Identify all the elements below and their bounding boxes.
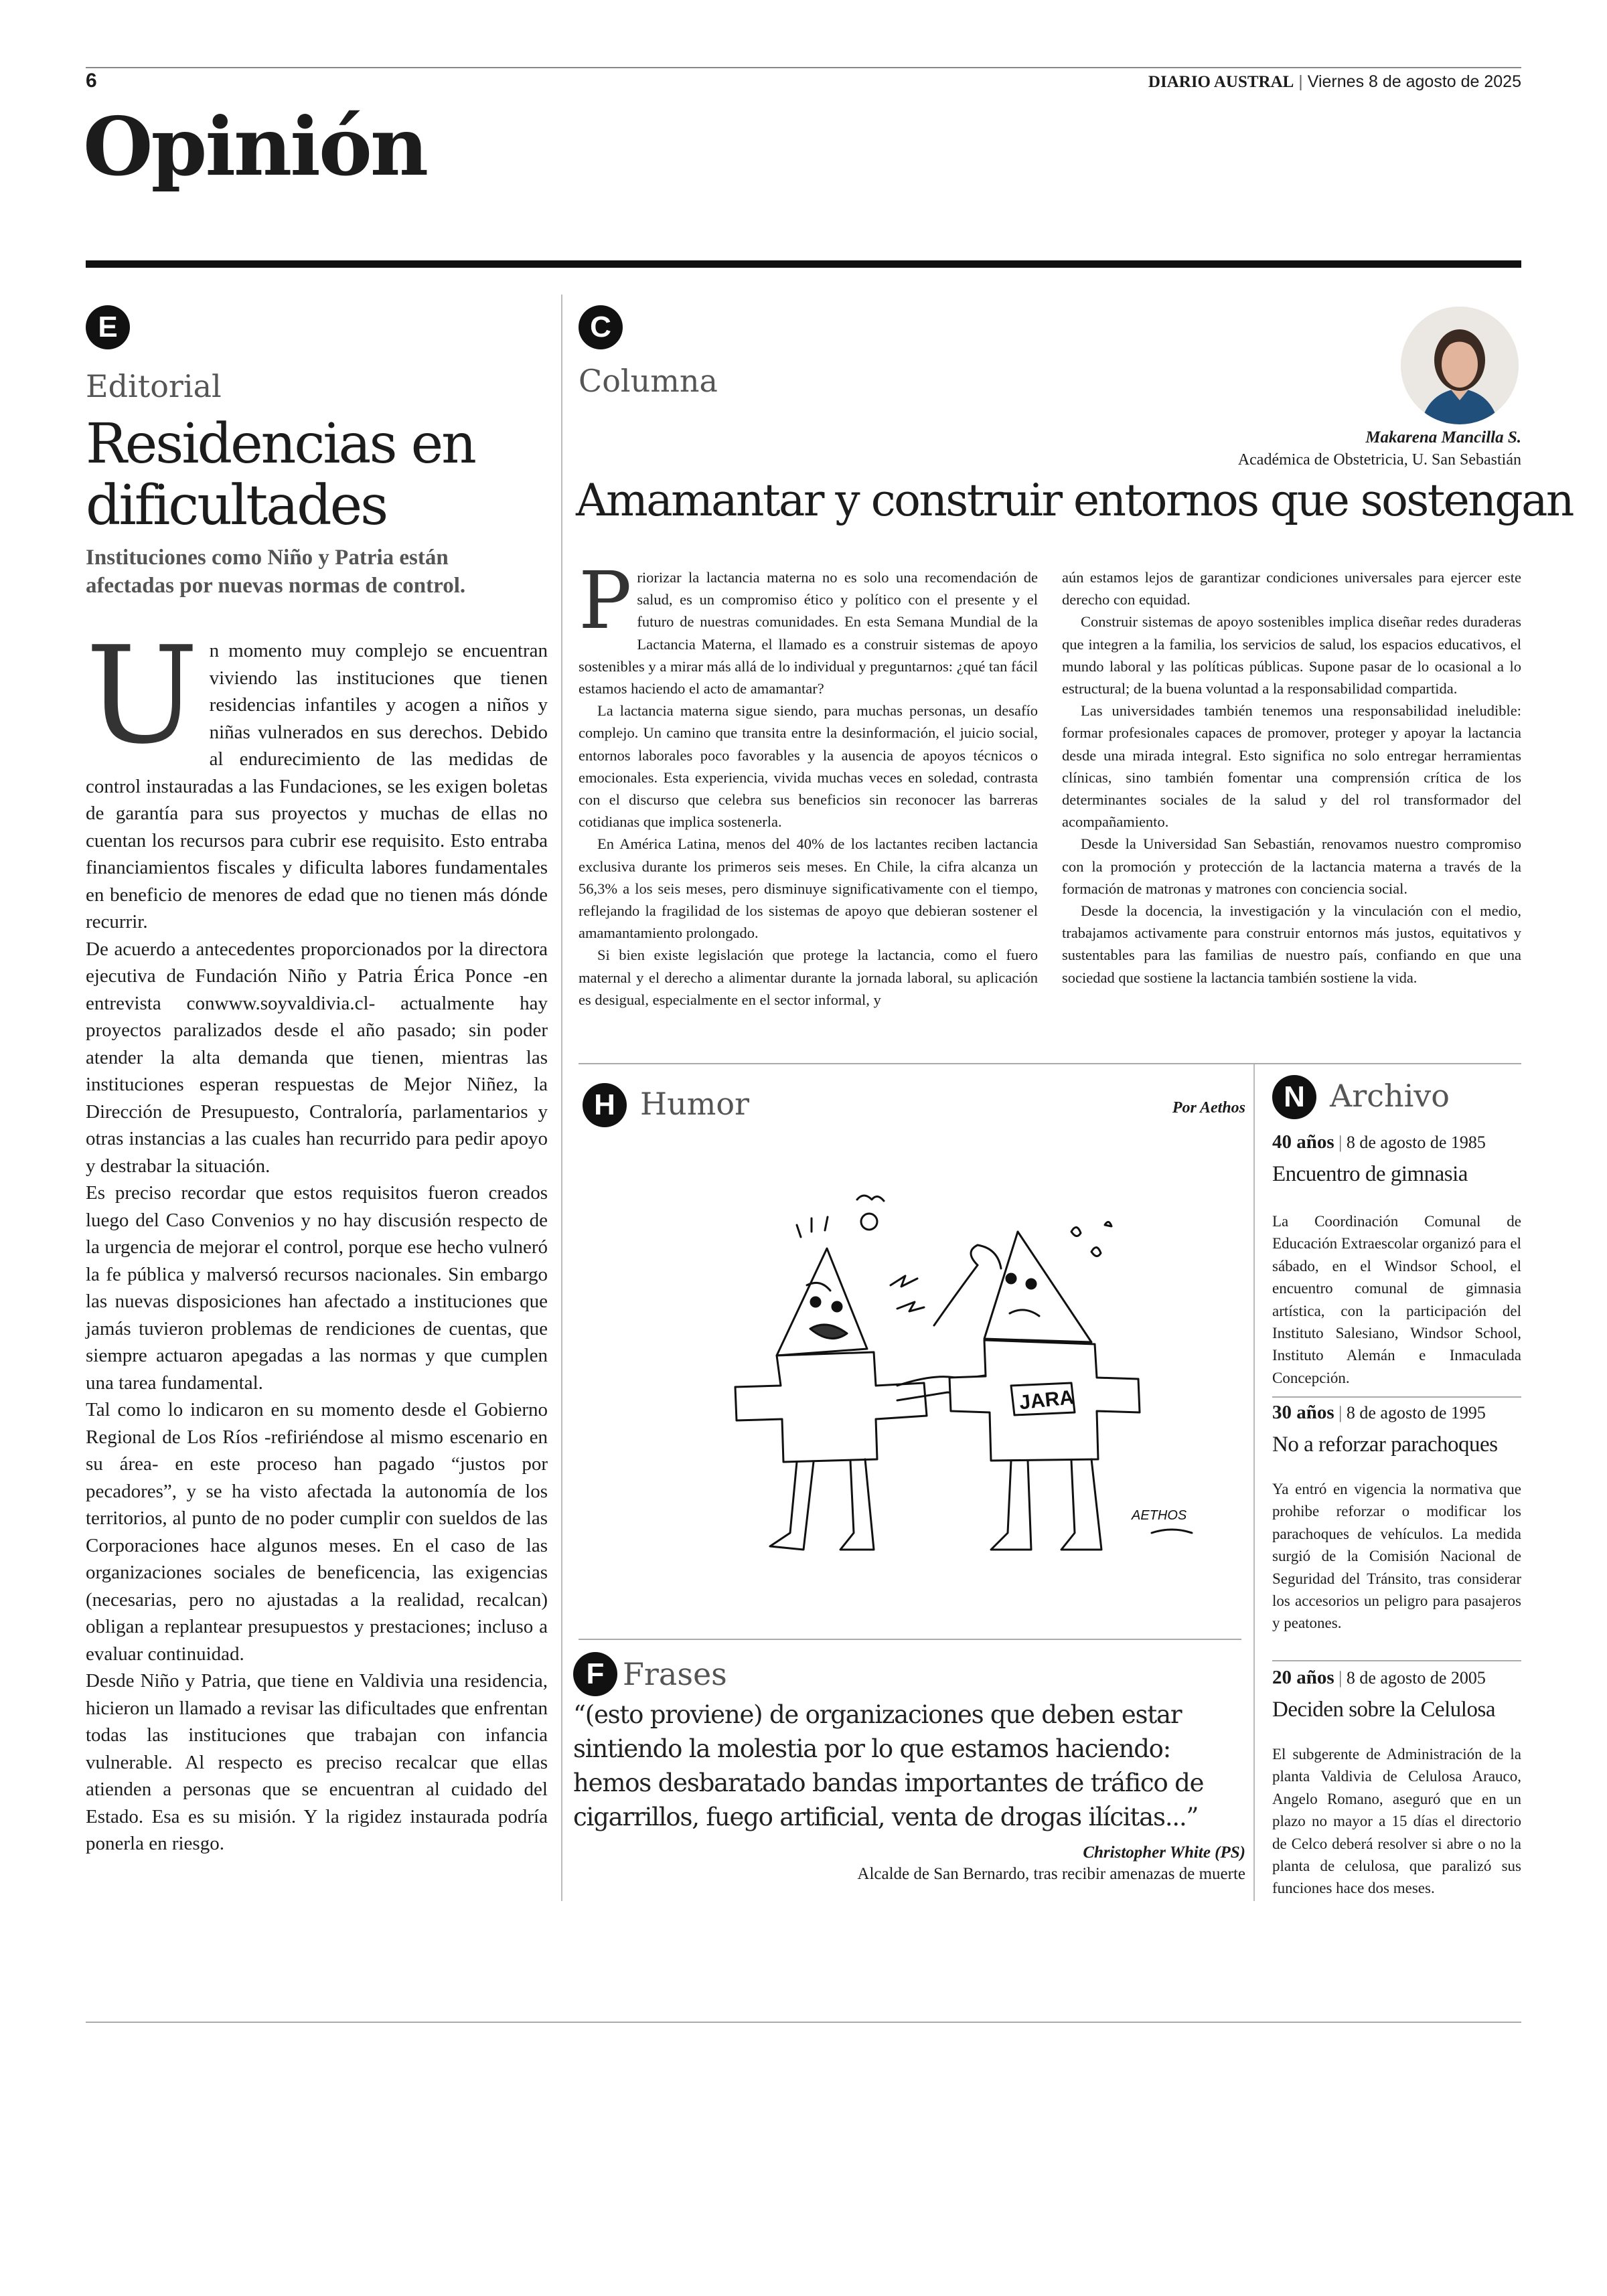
author-portrait-icon	[1401, 307, 1519, 424]
header-thick-rule	[86, 260, 1521, 268]
column-author-name: Makarena Mancilla S.	[1365, 428, 1521, 446]
top-rule	[86, 67, 1521, 68]
newspaper-name: DIARIO AUSTRAL	[1148, 73, 1294, 91]
archivo-item-title: No a reforzar parachoques	[1272, 1432, 1498, 1457]
column-section-label: Columna	[579, 363, 718, 399]
editorial-paragraph: De acuerdo a antecedentes proporcionados por la directora ejecutiva de Fundación Niño y Patria Érica Ponce -en entrevista conwww.soyvaldivia.cl- actualmente hay proyectos paralizados desde el año pasado; sin poder atender la alta demanda que tienen, mientras las instituciones esperan respuestas de Mejor Niñez, la Dirección de Presupuesto, Contraloría, parlamentarios y otras instancias a las cuales han recurrido para pedir apoyo y destrabar la situación.	[86, 938, 548, 1177]
column-bottom-rule	[579, 1063, 1521, 1064]
archivo-item-text: La Coordinación Comunal de Educación Extraescolar organizó para el sábado, en el Windsor School, el encuentro comunal de gimnasia artística, con la participación del Instituto Salesiano, Windsor School, Instituto Alemán e Inmaculada Concepción.	[1272, 1213, 1521, 1386]
column-paragraph: Construir sistemas de apoyo sostenibles implica diseñar redes duraderas que integren a la familia, los servicios de salud, los espacios educativos, el mundo laboral y las políticas públicas. Supone pasar de lo ocasional a lo estructural; de la buena voluntad a la responsabilidad compartida.	[1062, 613, 1521, 698]
column-paragraph: En América Latina, menos del 40% de los lactantes reciben lactancia exclusiva durante los primeros seis meses. En Chile, la cifra alcanza un 56,3% a los seis meses, pero disminuye significativamente con el tiempo, reflejando la fragilidad de los sistemas de apoyo que debieran sostener el amamantamiento prolongado.	[579, 835, 1038, 942]
editorial-badge: E	[86, 305, 130, 349]
column-paragraph: Las universidades también tenemos una responsabilidad ineludible: formar profesionales capaces de promover, proteger y apoyar la lactancia desde una mirada integral. Esto significa no solo entregar herramientas clínicas, sino también fomentar una comprensión crítica de los determinantes sociales de la salud y del rol transformador del acompañamiento.	[1062, 702, 1521, 831]
frases-author-role: Alcalde de San Bernardo, tras recibir amenazas de muerte	[857, 1865, 1245, 1883]
column-separator-right	[1253, 1063, 1255, 1901]
archivo-divider	[1272, 1660, 1521, 1661]
editorial-headline-line2: dificultades	[86, 474, 387, 538]
column-drop-cap: P	[579, 554, 632, 647]
column-separator-left	[561, 295, 562, 1901]
column-badge: C	[579, 305, 623, 349]
cartoon-signature: AETHOS	[1132, 1508, 1187, 1523]
archivo-item-header: 30 años | 8 de agosto de 1995	[1272, 1402, 1486, 1423]
cartoon-shirt-label: JARA	[1018, 1386, 1075, 1414]
column-paragraph: Desde la docencia, la investigación y la vinculación con el medio, trabajamos activamente para construir entornos más justos, equitativos y sustentables para las familias de nuestro país, confiando en que una sociedad que sostiene la lactancia también sostiene la vida.	[1062, 902, 1521, 986]
author-avatar	[1401, 307, 1519, 424]
column-paragraph: Desde la Universidad San Sebastián, renovamos nuestro compromiso con la promoción y protección de la lactancia materna a través de la formación de matronas y matrones con conciencia social.	[1062, 835, 1521, 897]
editorial-section-label: Editorial	[86, 368, 222, 404]
archivo-item-text: Ya entró en vigencia la normativa que prohibe reforzar o modificar los parachoques de vehículos. La medida surgió de la Comisión Nacional de Seguridad del Tránsito, tras considerar los accesorios un peligro para pasajeros y peatones.	[1272, 1481, 1521, 1632]
editorial-paragraph: Tal como lo indicaron en su momento desde el Gobierno Regional de Los Ríos -refiriéndose al mismo escenario en su área- en este proceso han pagado “justos por pecadores”, y se ha visto afectada la autonomía de los territorios, al punto de no poder cumplir con sueldos de las Corporaciones hace algunos meses. En el caso de las organizaciones sociales de beneficencia, las exigencias (necesarias, pero no ajustadas a la realidad, recalcan) obligan a replantear presupuestos y prestaciones; incluso a evaluar continuidad.	[86, 1399, 548, 1665]
column-paragraph: La lactancia materna sigue siendo, para muchas personas, un desafío complejo. Un camino que transita entre la desinformación, el juicio social, entornos laborales poco favorables y la ausencia de apoyos técnicos o emocionales. Esta experiencia, vivida muchas veces en soledad, contrasta con el discurso que celebra sus beneficios sin reconocer las barreras cotidianas que implica sostenerla.	[579, 702, 1038, 831]
editorial-headline-line1: Residencias en	[86, 412, 475, 476]
frases-quote: “(esto proviene) de organizaciones que deben estar sintiendo la molestia por lo que estamos haciendo: hemos desbaratado bandas importantes de tráfico de cigarrillos, fuego artificial, venta de drogas ilícitas...”	[573, 1700, 1204, 1831]
editorial-headline	[86, 414, 475, 537]
page-title: Opinión	[83, 100, 427, 194]
frases-author: Christopher White (PS)	[1083, 1843, 1245, 1862]
editorial-paragraph: Desde Niño y Patria, que tiene en Valdivia una residencia, hicieron un llamado a revisar las dificultades que enfrentan todas las instituciones que trabajan con infancia vulnerable. Al respecto es preciso recalcar que ellas atienden a personas que se encuentran al cuidado del Estado. Esa es su misión. Y la rigidez instaurada podría ponerla en riesgo.	[86, 1670, 548, 1854]
dateline: DIARIO AUSTRAL | Viernes 8 de agosto de 2025	[1148, 72, 1521, 91]
issue-date: Viernes 8 de agosto de 2025	[1307, 72, 1521, 91]
column-paragraph: aún estamos lejos de garantizar condiciones universales para ejercer este derecho con equidad.	[1062, 569, 1521, 608]
editorial-paragraph: Es preciso recordar que estos requisitos fueron creados luego del Caso Convenios y no hay discusión respecto de la urgencia de mejorar el control, porque ese hecho vulneró la fe pública y malversó recursos nacionales. Sin embargo las nuevas disposiciones han afectado a instituciones que jamás tuvieron problemas de rendiciones de cuentas, que siempre actuaron apegadas a las normas y que cumplen una tarea fundamental.	[86, 1182, 548, 1394]
frases-section-label: Frases	[623, 1656, 727, 1692]
column-paragraph: Si bien existe legislación que protege la lactancia, como el fuero maternal y el derecho a alimentar durante la jornada laboral, su aplicación es desigual, especialmente en el sector informal, y	[579, 947, 1038, 1008]
humor-badge: H	[583, 1083, 627, 1127]
footer-rule	[86, 2022, 1521, 2023]
column-body-col2	[1062, 566, 1521, 989]
column-paragraph: riorizar la lactancia materna no es solo una recomendación de salud, es un compromiso ético y político con el presente y el futuro de nuestras comunidades. En esta Semana Mundial de la Lactancia Materna, el llamado es a construir sistemas de apoyo sostenibles y a mirar más allá de lo individual y preguntarnos: ¿qué tan fácil estamos haciendo el acto de amamantar?	[579, 569, 1038, 698]
archivo-divider	[1272, 1396, 1521, 1398]
archivo-section-label: Archivo	[1330, 1078, 1450, 1114]
column-headline: Amamantar y construir entornos que sostengan	[576, 475, 1573, 526]
archivo-item-title: Deciden sobre la Celulosa	[1272, 1698, 1495, 1722]
humor-section-label: Humor	[640, 1086, 750, 1122]
archivo-item-header: 40 años | 8 de agosto de 1985	[1272, 1131, 1486, 1153]
archivo-item-title: Encuentro de gimnasia	[1272, 1162, 1468, 1186]
archivo-item-header: 20 años | 8 de agosto de 2005	[1272, 1667, 1486, 1688]
archivo-item-text: El subgerente de Administración de la planta Valdivia de Celulosa Arauco, Angelo Romano, aseguró que en un plazo no mayor a 15 días el directorio de Celco deberá resolver si abre o no la planta de celulosa, que paralizó sus funciones hace dos meses.	[1272, 1746, 1521, 1897]
editorial-lead: n momento muy complejo se encuentran viviendo las instituciones que tienen residencias infantiles y acogen a niños y niñas vulnerados en sus derechos. Debido al endurecimiento de las medidas de control instauradas a las Fundaciones, se les exigen boletas de garantía para sus proyectos y muchas de ellas no cuentan los recursos para cubrir ese requisito. Esto entraba financiamientos fiscales y dificulta labores fundamentales en beneficio de menores de edad que no tienen más dónde recurrir.	[86, 640, 548, 932]
humor-bottom-rule	[579, 1639, 1241, 1640]
humor-cartoon	[696, 1185, 1219, 1586]
frases-badge: F	[573, 1652, 617, 1696]
editorial-subtitle: Instituciones como Niño y Patria están afectadas por nuevas normas de control.	[86, 546, 466, 598]
column-author-role: Académica de Obstetricia, U. San Sebastián	[1237, 451, 1521, 469]
editorial-drop-cap: U	[86, 618, 199, 774]
editorial-body	[86, 618, 548, 1858]
page-number: 6	[86, 70, 97, 92]
archivo-badge: N	[1272, 1075, 1316, 1119]
column-body-col1	[579, 554, 1038, 1011]
humor-credit: Por Aethos	[1172, 1099, 1245, 1117]
